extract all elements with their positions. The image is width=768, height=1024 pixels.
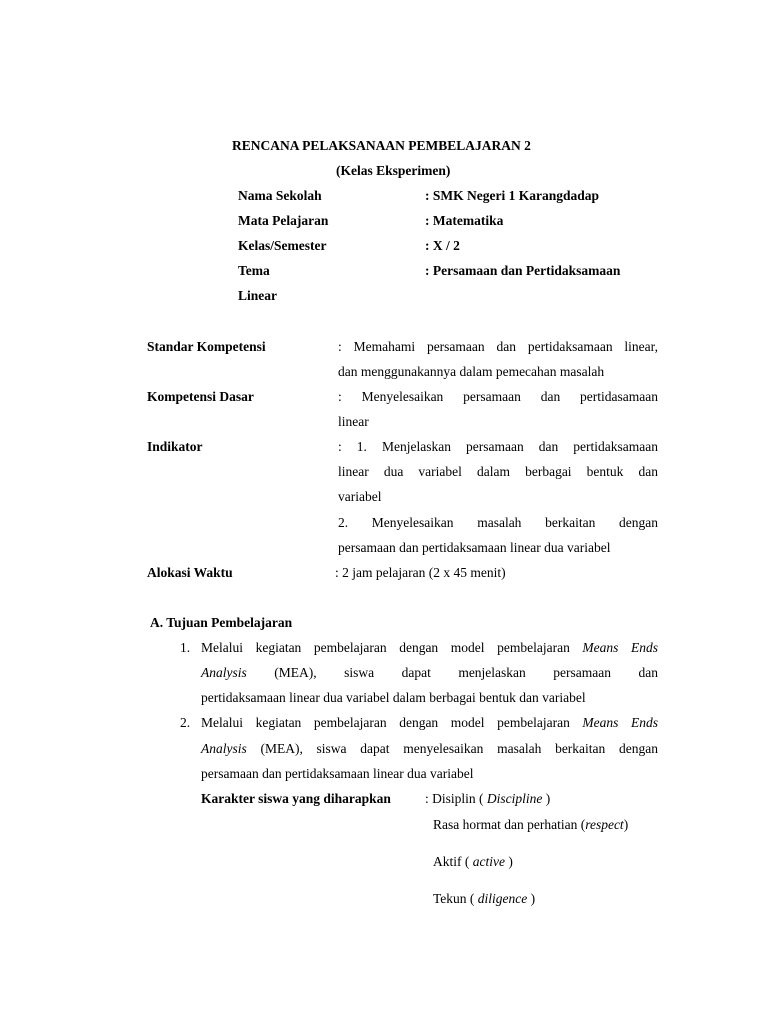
karakter-item: : Disiplin ( Discipline ) xyxy=(425,791,551,806)
list-item-line: pertidaksamaan linear dua variabel dalam berbagai bentuk dan variabel xyxy=(201,690,586,705)
list-item-line: Melalui kegiatan pembelajaran dengan model pembelajaran Means Ends xyxy=(201,715,659,730)
list-number: 2. xyxy=(180,715,191,730)
kompetensi-dasar-text: : Menyelesaikan persamaan dan pertidasamaan xyxy=(338,389,658,404)
karakter-label: Karakter siswa yang diharapkan xyxy=(201,791,391,806)
list-item-line: persamaan dan pertidaksamaan linear dua variabel xyxy=(201,766,474,781)
identity-label: Mata Pelajaran xyxy=(238,213,329,228)
karakter-item: Tekun ( diligence ) xyxy=(433,891,536,906)
indikator-text: linear dua variabel dalam berbagai bentuk dan xyxy=(338,464,658,479)
standar-kompetensi-text: dan menggunakannya dalam pemecahan masalah xyxy=(338,364,605,379)
identity-value: : Matematika xyxy=(425,213,504,228)
karakter-item: Aktif ( active ) xyxy=(433,854,513,869)
section-heading: A. Tujuan Pembelajaran xyxy=(150,615,293,630)
kompetensi-dasar-text: linear xyxy=(338,414,369,429)
indikator-text: variabel xyxy=(338,489,382,504)
alokasi-waktu-label: Alokasi Waktu xyxy=(147,565,233,580)
identity-value: : X / 2 xyxy=(425,238,460,253)
list-item-line: Analysis (MEA), siswa dapat menyelesaikan masalah berkaitan dengan xyxy=(201,741,658,756)
identity-label: Nama Sekolah xyxy=(238,188,322,203)
indikator-text: 2. Menyelesaikan masalah berkaitan dengan xyxy=(338,515,658,530)
indikator-text: persamaan dan pertidaksamaan linear dua variabel xyxy=(338,540,611,555)
identity-label: Linear xyxy=(238,288,277,303)
document-title: RENCANA PELAKSANAAN PEMBELAJARAN 2 xyxy=(232,138,531,153)
document-subtitle: (Kelas Eksperimen) xyxy=(336,163,451,178)
kompetensi-dasar-label: Kompetensi Dasar xyxy=(147,389,254,404)
list-item-line: Melalui kegiatan pembelajaran dengan model pembelajaran Means Ends xyxy=(201,640,659,655)
identity-label: Tema xyxy=(238,263,270,278)
identity-label: Kelas/Semester xyxy=(238,238,327,253)
standar-kompetensi-label: Standar Kompetensi xyxy=(147,339,266,354)
identity-value: : SMK Negeri 1 Karangdadap xyxy=(425,188,599,203)
indikator-label: Indikator xyxy=(147,439,203,454)
list-number: 1. xyxy=(180,640,191,655)
indikator-text: : 1. Menjelaskan persamaan dan pertidaksamaan xyxy=(338,439,658,454)
list-item-line: Analysis (MEA), siswa dapat menjelaskan persamaan dan xyxy=(201,665,658,680)
standar-kompetensi-text: : Memahami persamaan dan pertidaksamaan linear, xyxy=(338,339,658,354)
alokasi-waktu-value: : 2 jam pelajaran (2 x 45 menit) xyxy=(335,565,506,580)
identity-value: : Persamaan dan Pertidaksamaan xyxy=(425,263,621,278)
karakter-item: Rasa hormat dan perhatian (respect) xyxy=(433,817,629,832)
